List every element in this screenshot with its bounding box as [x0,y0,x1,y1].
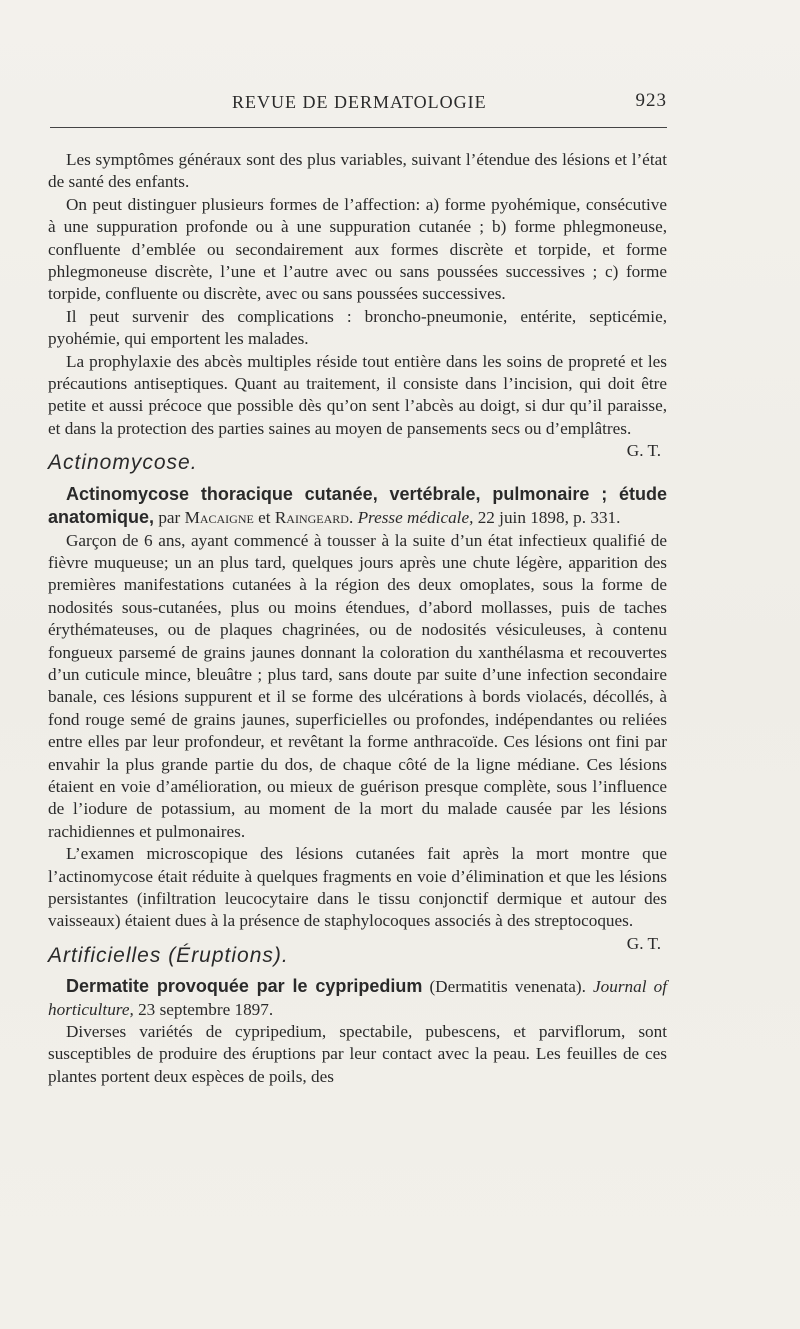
section-heading-artificielles: Artificielles (Éruptions). [48,943,289,967]
paragraph-text: L’examen microscopique des lésions cutanées fait après la mort montre que l’actinomycose était réduite à quelques fragments en voie d’élimination et que les lésions persistantes (infiltration leucocytaire dans le tissu conjonctif dermique et autour des vaisseaux) étaient dues à la présence de staphylocoques associés à des streptocoques. [48,844,667,931]
paragraph [48,843,667,953]
entry-title: Dermatite provoquée par le cypripedium [66,976,423,997]
paragraph: On peut distinguer plusieurs formes de l’affection: a) forme pyohémique, consécutive à une suppuration profonde ou à une suppuration cutanée ; b) forme phlegmoneuse, confluente d’emblée ou secondairement aux formes discrète et torpide, et forme phlegmoneuse discrète, l’une et l’autre avec ou sans poussées successives ; c) forme torpide, confluente ou discrète, avec ou sans poussées successives. [48,194,667,304]
entry-header [48,975,667,1021]
paragraph-text: La prophylaxie des abcès multiples réside tout entière dans les soins de propreté et les précautions antiseptiques. Quant au traitement, il consiste dans l’incision, qui doit être petite et aussi précoce que possible dès qu’on sent l’abcès au doigt, si dur qu’il paraisse, et dans la protection des parties saines au moyen de pansements secs ou d’emplâtres. [48,351,667,438]
author: Macaigne [184,508,254,528]
running-header [50,86,667,114]
entry-header [48,483,667,530]
author: Raingeard. [274,508,354,528]
paragraph: Les symptômes généraux sont des plus variables, suivant l’étendue des lésions et l’état de santé des enfants. [48,150,667,192]
section-heading-actinomycose: Actinomycose. [48,451,198,475]
citation: 22 juin 1898, p. 331. [477,508,621,528]
header-rule [50,127,667,128]
latin-name: (Dermatitis venenata). [429,977,586,997]
paragraph: Diverses variétés de cypripedium, spectabile, pubescens, et parviflorum, sont susceptibles de produire des éruptions par leur contact avec la peau. Les feuilles de ces plantes portent deux espèces de poils, des [48,1022,667,1086]
journal-title: Journal of horticulture, [48,977,667,1019]
by-word: par [158,508,181,528]
signature: G. T. [626,933,661,953]
body-text [48,149,667,1088]
page-number: 923 [635,90,667,111]
citation: 23 septembre 1897. [138,999,274,1019]
and-word: et [258,508,271,528]
paragraph: Garçon de 6 ans, ayant commencé à tousser à la suite d’un état infectieux qualifié de fièvre muqueuse; un an plus tard, quelques jours après une chute légère, apparition des premières manifestations cutanées à la région des deux omoplates, sous la forme de nodosités sous-cutanées, plus ou moins étendues, d’abord mollasses, puis de taches érythémateuses, ou de plaques chagrinées, ou de nodosités vésiculeuses, à contenu fongueux parsemé de grains jaunes donnant la coloration du xanthélasma et recouvertes d’un cuticule mince, bleuâtre ; plus tard, sans doute par suite d’une infection secondaire banale, ces lésions suppurent et il se forme des ulcérations à bords violacés, décollés, à fond rouge semé de grains jaunes, superficielles ou profondes, indépendantes ou reliées entre elles par leur profondeur, et revêtant la forme anthracoïde. Ces lésions ont fini par envahir la plus grande partie du dos, de chaque côté de la ligne médiane. Ces lésions étaient en voie d’amélioration, ou mieux de guérison presque complète, sous l’influence de l’iodure de potassium, au moment de la mort du malade causée par les lésions rachidiennes et pulmonaires. [48,530,667,841]
entry-title: Actinomycose thoracique cutanée, vertébrale, pulmonaire ; étude anatomique, [48,483,667,528]
journal-title: Presse médicale, [357,508,474,528]
signature: G. T. [626,441,661,461]
paragraph [48,351,667,461]
running-title: REVUE DE DERMATOLOGIE [232,92,487,112]
paragraph: Il peut survenir des complications : broncho-pneumonie, entérite, septicémie, pyohémie, qui emportent les malades. [48,306,667,349]
